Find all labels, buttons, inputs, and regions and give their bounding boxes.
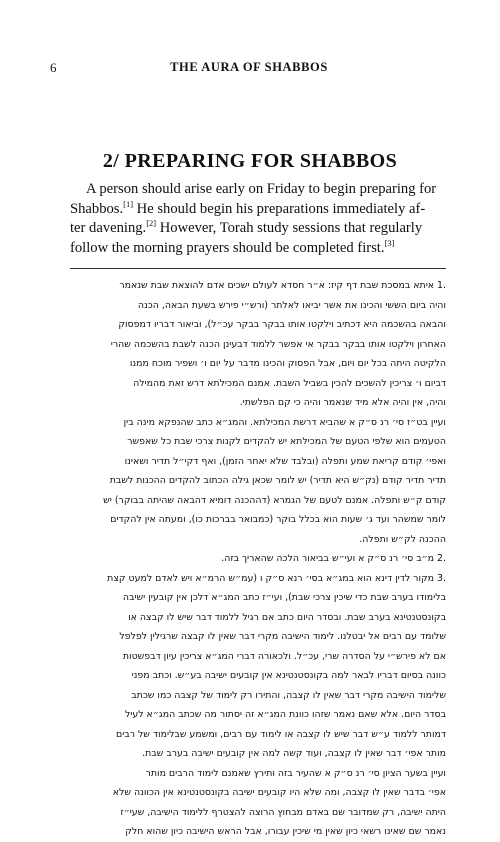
- body-line: Shabbos.[1] He should begin his preparations immediately af-: [70, 198, 426, 217]
- footnote-line: ועיין בשער הציון סי׳ רנ ס״ק א שהעיר בזה ותירץ שאמנם לימוד הרבים מותר: [145, 767, 446, 779]
- footnote-line: היתה ישיבה, רק שמדובר שם באדם מבחוץ הרוצה להצטרף ללימוד הישיבה, שעי״ז: [120, 806, 446, 818]
- footnote-line: מותר אפי׳ דבר שאין לו קצבה, ועוד קשה למה אין קובעים ישיבה בערב שבת.: [142, 748, 446, 759]
- footnote-divider: [70, 268, 446, 269]
- footnote-line: ועיין בט״ז סי׳ רנ ס״ק א שהביא דרשת המכילתא. והמג״א כתב שהנפקא מינה בין: [123, 416, 446, 428]
- body-line: A person should arise early on Friday to begin preparing for: [86, 181, 437, 197]
- running-head: [50, 60, 448, 78]
- footnote-line: אם לא פירש״י על הסדרה שרי, עכ״ל. ולכאורה דברי המג״א צריכין עיון דבפשטות: [122, 650, 446, 662]
- footnote-line: והיה ביום הששי והכינו את אשר יביאו לאלתר (ורש״י פירש בשעת הבאה, הכנה: [137, 299, 446, 311]
- chapter-title: 2/ PREPARING FOR SHABBOS: [102, 150, 398, 172]
- footnote-line: הלקיטה היתה בכל יום ויום, אבל הפסוק והכינו מדבר על יום ו׳ ושפיר מוכח ממנו: [129, 358, 446, 369]
- footnote-line: שלומד עם רבים אל יבטלנו. לימוד הישיבה מקרי דבר שאין לו קבצה שרגילין לפלפל: [119, 631, 446, 642]
- footnote-line: קודם ק״ש ותפלה. אמנם לטעם של הגמרא (דההכנה דומיא דהבאה שהיתה בבוקר) יש: [103, 494, 446, 506]
- footnote-line: דביום ו׳ צריכין להשכים להכין בשביל השבת. אמנם המכילתא דרש זאת מהמילה: [133, 377, 446, 389]
- footnote-line: ההכנה לק״ש ותפלה.: [359, 533, 446, 545]
- body-line: ter davening.[2] However, Torah study sessions that regularly: [70, 218, 423, 236]
- page-number: 6: [50, 60, 57, 75]
- footnote-line: בלימודו בערב שבת כדי שיכין צרכי שבת), ועי״ז כתב המג״א דלכן אין קובעין ישיבה: [122, 592, 446, 603]
- body-paragraph: [70, 180, 446, 258]
- footnote-ref-3[interactable]: [3]: [384, 237, 395, 248]
- footnote-line: לומר שמשהר ועד ג׳ שעות הוא בכלל בוקר (כמבואר בברכות כו), ומעתה אין להקדים: [110, 514, 446, 525]
- footnote-line: שלימוד הישיבה מקרי דבר שאין לו קצבה, והתירו רק לימוד של קצבה כמו שכתב: [131, 689, 446, 701]
- footnote-line: הטעמים הוא שלפי הטעם של המכילתא יש להקדים לקנות צרכי שבת כל שאפשר: [127, 436, 446, 447]
- footnote-line: כוונה בסיום דבריו לבאר למה בקונסטנטינא אין קובעים ישיבה בע״ש. וכתב מפני: [131, 670, 446, 681]
- footnote-line: אפי׳ בדבר שאין לו קצבה, ומה שלא היו קובעים ישיבה בקונסטנטינא אין הכוונה שלא: [112, 787, 446, 798]
- footnote-line: .2 מ״ב סי׳ רנ ס״ק א ועי״ש בביאור הלכה שהאריך בזה.: [221, 553, 446, 564]
- footnote-ref-1[interactable]: [1]: [123, 198, 134, 209]
- footnotes-section: [70, 276, 446, 842]
- footnote-line: נאמר שם שאינו רשאי כיון שאין מי שיכין עבורו, אבל הראש הישיבה כיון שהוא חלק: [125, 826, 446, 837]
- footnote-line: והיה, אין והיה אלא מיד שנאמר והיה כי קם הפלשתי.: [239, 397, 446, 408]
- footnote-line: ואפי׳ קודם קריאת שמע ותפלה (ובלבד שלא יאחר הזמן), ואף דקי״ל תדיר ושאינו: [124, 455, 446, 467]
- footnote-line: תדיר תדיר קודם (נק״ש היא תדיר) יש לומר שכאן גילה הכתוב להקדים ההכנות לשבת: [109, 475, 446, 486]
- footnote-line: דמותר ללמוד ע״ש דבר שיש לו קצבה או לימוד עם רבים, ומשמע שבלימוד של רבים: [115, 728, 446, 740]
- footnote-line: .3 מקור לדין דינא הוא במג״א בסי׳ רנא ס״ק ו (עמ״ש הרמ״א ויש לאדם למעט קצת: [107, 572, 446, 584]
- footnote-line: והבאה בהשכמה היא דכתיב וילקטו אותו בבקר בבקר עכ״ל), וביאור דבריו דמפסוק: [118, 319, 446, 330]
- footnote-line: בקונסטנטינא בערב שבת. ובסדר היום כתב אם רגיל ללמוד דבר שיש לו קבצה או: [128, 611, 446, 623]
- footnote-line: בסדר היום. אלא שאם נאמר שזהו כוונת המג״א זה יסתור מה שכתב המג״א לעיל: [124, 709, 446, 720]
- body-line: follow the morning prayers should be completed first.[3]: [70, 237, 395, 256]
- running-title: THE AURA OF SHABBOS: [170, 60, 328, 74]
- footnote-line: .1 איתא במסכת שבת דף קיז: א״ר חסדא לעולם ישכים אדם להוצאת שבת שנאמר: [119, 280, 446, 291]
- footnote-ref-2[interactable]: [2]: [146, 218, 157, 229]
- footnote-line: האחרון וילקטו אותו בבקר בבקר אי אפשר ללמוד דבעינן הכנה לשבת בהשכמה שהרי: [110, 338, 446, 350]
